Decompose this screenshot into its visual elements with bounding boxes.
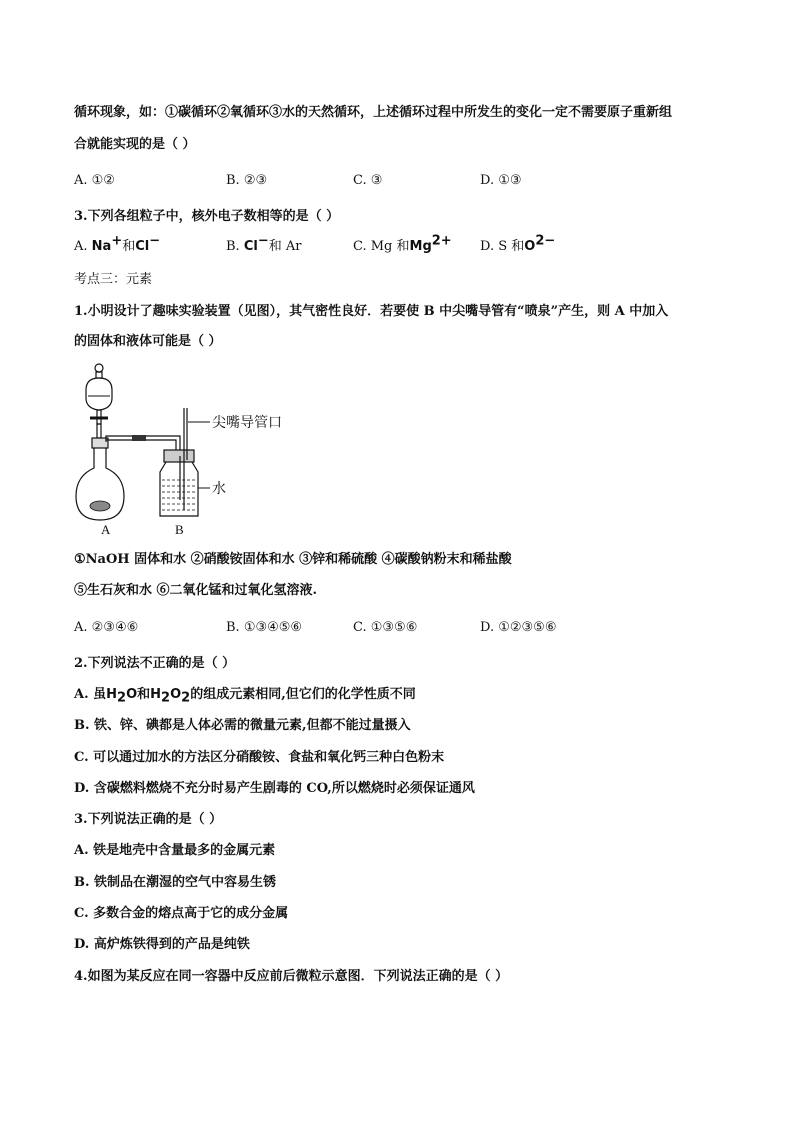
q3b-option-c: C. 多数合金的熔点高于它的成分金属 [74, 906, 289, 921]
section-heading: 考点三：元素 [74, 272, 153, 287]
flask-solid-icon [90, 501, 110, 511]
label-a: A [101, 522, 111, 537]
q2-option-c: C. 可以通过加水的方法区分硝酸铵、食盐和氧化钙三种白色粉末 [74, 750, 445, 765]
intro-option-d: D. ①③ [480, 173, 522, 188]
funnel-stem-lower [97, 424, 101, 438]
q2-option-a: A. 虽$H_2O$和$H_2O_2$的组成元素相同,但它们的化学性质不同 [74, 687, 416, 706]
funnel-bulb [86, 378, 112, 410]
intro-option-b: B. ②③ [226, 173, 268, 188]
q1-option-a: A. ②③④⑥ [74, 620, 139, 635]
q3a-option-c: C. Mg 和$Mg^{2+}$ [353, 233, 452, 254]
label-b: B [175, 522, 184, 537]
water-label: 水 [212, 481, 226, 497]
q1-option-d: D. ①②③⑤⑥ [480, 620, 557, 635]
funnel-stopper [95, 364, 103, 372]
intro-option-c: C. ③ [353, 173, 383, 188]
funnel-neck [96, 372, 102, 378]
q3a-option-b: B. Cl−和 Ar [226, 233, 302, 254]
q3a-option-a: A. Na+和Cl− [74, 233, 161, 254]
q2-option-b: B. 铁、锌、碘都是人体必需的微量元素,但都不能过量摄入 [74, 718, 411, 733]
nozzle-label: 尖嘴导管口 [212, 415, 282, 431]
q1-items-2: ⑤生石灰和水 ⑥二氧化锰和过氧化氢溶液. [74, 583, 318, 598]
q3b-option-b: B. 铁制品在潮湿的空气中容易生锈 [74, 875, 277, 890]
intro-option-a: A. ①② [74, 173, 115, 188]
q2-stem: 2.下列说法不正确的是（ ） [74, 656, 236, 671]
apparatus-figure [70, 360, 300, 540]
q3a-stem: 3.下列各组粒子中，核外电子数相等的是（ ） [74, 209, 340, 224]
q1-line-2: 的固体和液体可能是（ ） [74, 334, 222, 349]
bottle-stopper [164, 450, 194, 462]
water-pattern [162, 480, 196, 510]
q3b-option-d: D. 高炉炼铁得到的产品是纯铁 [74, 937, 250, 952]
q2-option-d: D. 含碳燃料燃烧不充分时易产生剧毒的 CO,所以燃烧时必须保证通风 [74, 781, 475, 796]
q1-option-c: C. ①③⑤⑥ [353, 620, 418, 635]
q1-items-1: ①NaOH 固体和水 ②硝酸铵固体和水 ③锌和稀硫酸 ④碳酸钠粉末和稀盐酸 [74, 552, 512, 567]
intro-line-1: 循环现象，如：①碳循环②氧循环③水的天然循环，上述循环过程中所发生的变化一定不需要原子重新组 [74, 105, 673, 120]
q3a-option-d: D. S 和$O^{2-}$ [480, 233, 556, 254]
intro-line-2: 合就能实现的是（ ） [74, 137, 196, 152]
q1-line-1: 1.小明设计了趣味实验装置（见图），其气密性良好．若要使 B 中尖嘴导管有“喷泉”产生，则 A 中加入 [74, 304, 669, 319]
q3b-stem: 3.下列说法正确的是（ ） [74, 812, 223, 827]
bottle-b [160, 462, 198, 516]
q3b-option-a: A. 铁是地壳中含量最多的金属元素 [74, 843, 276, 858]
q1-option-b: B. ①③④⑤⑥ [226, 620, 303, 635]
q4-stem: 4.如图为某反应在同一容器中反应前后微粒示意图．下列说法正确的是（ ） [74, 969, 509, 984]
rubber-joint [132, 435, 146, 441]
